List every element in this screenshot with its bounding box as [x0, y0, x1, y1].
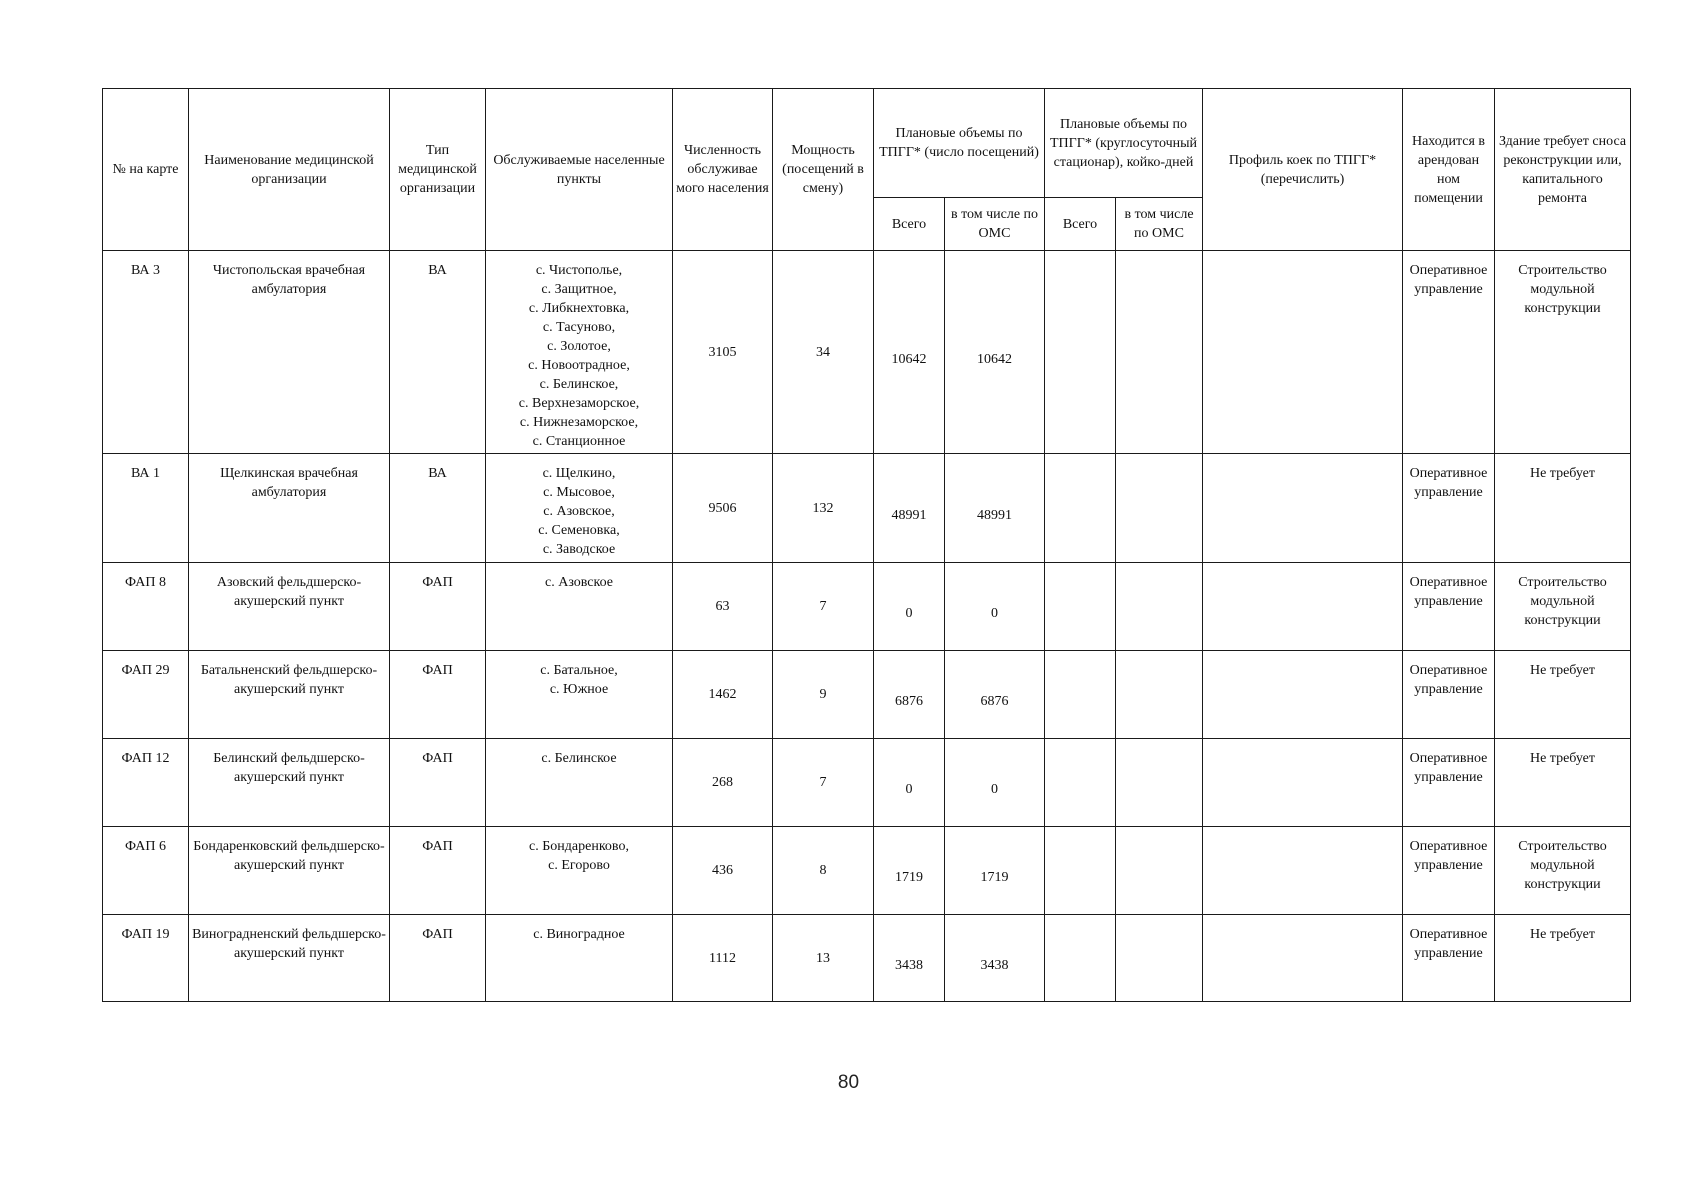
cell-visits-total: 6876	[874, 651, 945, 739]
cell-beddays-total	[1045, 563, 1116, 651]
cell-bed-profile	[1203, 651, 1403, 739]
cell-org-type: ФАП	[390, 915, 486, 1002]
cell-capacity: 8	[773, 827, 874, 915]
settlement-name: с. Белинское	[541, 751, 617, 766]
settlement-name: с. Защитное,	[541, 282, 617, 297]
cell-visits-oms: 0	[945, 739, 1045, 827]
cell-map-no: ФАП 6	[103, 827, 189, 915]
cell-map-no: ФАП 19	[103, 915, 189, 1002]
cell-settlements	[486, 915, 673, 1002]
table-row	[103, 827, 1631, 915]
cell-demolition: Не требует	[1495, 651, 1631, 739]
header-settlements: Обслуживаемые населенные пункты	[486, 89, 673, 251]
cell-visits-total: 1719	[874, 827, 945, 915]
settlement-name: с. Либкнехтовка,	[528, 301, 630, 316]
cell-beddays-oms	[1116, 827, 1203, 915]
cell-visits-oms: 48991	[945, 454, 1045, 563]
cell-population: 1462	[673, 651, 773, 739]
cell-demolition: Строительство модульной конструкции	[1495, 563, 1631, 651]
cell-org-name: Азовский фельдшерско-акушерский пункт	[189, 563, 390, 651]
cell-population: 1112	[673, 915, 773, 1002]
settlement-name: с. Щелкино,	[542, 466, 616, 481]
header-capacity: Мощность (посещений в смену)	[773, 89, 874, 251]
cell-demolition: Не требует	[1495, 739, 1631, 827]
table-row	[103, 651, 1631, 739]
header-beddays-total: Всего	[1045, 198, 1116, 251]
cell-bed-profile	[1203, 454, 1403, 563]
settlement-name: с. Азовское	[545, 575, 613, 590]
cell-population: 63	[673, 563, 773, 651]
cell-capacity: 7	[773, 739, 874, 827]
cell-capacity: 34	[773, 251, 874, 454]
cell-beddays-oms	[1116, 651, 1203, 739]
cell-org-type: ФАП	[390, 827, 486, 915]
cell-capacity: 7	[773, 563, 874, 651]
header-org-name: Наименование медицинской организации	[189, 89, 390, 251]
cell-population: 268	[673, 739, 773, 827]
cell-beddays-oms	[1116, 563, 1203, 651]
cell-beddays-total	[1045, 251, 1116, 454]
cell-capacity: 132	[773, 454, 874, 563]
settlement-name: с. Бондаренково,	[529, 839, 629, 854]
cell-org-name: Батальненский фельдшерско-акушерский пункт	[189, 651, 390, 739]
cell-population: 436	[673, 827, 773, 915]
cell-visits-oms: 10642	[945, 251, 1045, 454]
table-row	[103, 915, 1631, 1002]
settlement-name: с. Заводское	[542, 542, 616, 557]
cell-bed-profile	[1203, 915, 1403, 1002]
cell-org-name: Бондаренковский фельдшерско-акушерский пункт	[189, 827, 390, 915]
cell-visits-total: 0	[874, 739, 945, 827]
cell-settlements	[486, 739, 673, 827]
cell-visits-oms: 0	[945, 563, 1045, 651]
cell-visits-total: 48991	[874, 454, 945, 563]
cell-bed-profile	[1203, 739, 1403, 827]
settlement-name: с. Новоотрадное,	[528, 358, 630, 373]
cell-capacity: 13	[773, 915, 874, 1002]
header-beddays-oms: в том числе по ОМС	[1116, 198, 1203, 251]
header-bed-profile: Профиль коек по ТПГГ* (перечислить)	[1203, 89, 1403, 251]
cell-visits-oms: 1719	[945, 827, 1045, 915]
table-row	[103, 251, 1631, 454]
cell-settlements	[486, 827, 673, 915]
cell-beddays-total	[1045, 454, 1116, 563]
cell-demolition: Строительство модульной конструкции	[1495, 251, 1631, 454]
header-population: Численность обслуживае мого населения	[673, 89, 773, 251]
cell-visits-total: 3438	[874, 915, 945, 1002]
cell-leased: Оперативное управление	[1403, 915, 1495, 1002]
header-map-no: № на карте	[103, 89, 189, 251]
settlement-name: с. Верхнезаморское,	[518, 396, 640, 411]
table-body	[103, 251, 1631, 1002]
settlement-name: с. Тасуново,	[542, 320, 616, 335]
cell-visits-oms: 3438	[945, 915, 1045, 1002]
cell-visits-total: 0	[874, 563, 945, 651]
cell-leased: Оперативное управление	[1403, 251, 1495, 454]
cell-population: 9506	[673, 454, 773, 563]
cell-bed-profile	[1203, 827, 1403, 915]
settlement-name: с. Азовское,	[543, 504, 615, 519]
cell-visits-total: 10642	[874, 251, 945, 454]
cell-demolition: Не требует	[1495, 454, 1631, 563]
settlement-name: с. Мысовое,	[543, 485, 615, 500]
cell-settlements	[486, 251, 673, 454]
cell-org-type: ВА	[390, 454, 486, 563]
header-visits-total: Всего	[874, 198, 945, 251]
cell-leased: Оперативное управление	[1403, 827, 1495, 915]
header-beddays-group: Плановые объемы по ТПГГ* (круглосуточный стационар), койко-дней	[1045, 89, 1203, 198]
cell-settlements	[486, 563, 673, 651]
table-row	[103, 454, 1631, 563]
cell-settlements	[486, 454, 673, 563]
cell-org-type: ФАП	[390, 563, 486, 651]
settlement-name: с. Егорово	[548, 858, 610, 873]
cell-beddays-oms	[1116, 251, 1203, 454]
settlement-name: с. Нижнезаморское,	[519, 415, 639, 430]
cell-org-name: Щелкинская врачебная амбулатория	[189, 454, 390, 563]
cell-beddays-total	[1045, 827, 1116, 915]
table-row	[103, 563, 1631, 651]
settlement-name: с. Виноградное	[533, 927, 625, 942]
cell-beddays-oms	[1116, 739, 1203, 827]
settlement-name: с. Батальное,	[540, 663, 618, 678]
cell-map-no: ВА 1	[103, 454, 189, 563]
cell-org-type: ФАП	[390, 651, 486, 739]
cell-org-type: ВА	[390, 251, 486, 454]
cell-settlements	[486, 651, 673, 739]
header-demolition: Здание требует сноса реконструкции или, капитального ремонта	[1495, 89, 1631, 251]
settlement-name: с. Чистополье,	[535, 263, 623, 278]
settlement-name: с. Южное	[549, 682, 609, 697]
header-visits-group: Плановые объемы по ТПГГ* (число посещений)	[874, 89, 1045, 198]
cell-org-name: Виноградненский фельдшерско-акушерский пункт	[189, 915, 390, 1002]
table-row	[103, 739, 1631, 827]
cell-leased: Оперативное управление	[1403, 651, 1495, 739]
settlement-name: с. Золотое,	[547, 339, 611, 354]
header-visits-oms: в том числе по ОМС	[945, 198, 1045, 251]
settlement-name: с. Белинское,	[539, 377, 619, 392]
cell-map-no: ФАП 8	[103, 563, 189, 651]
cell-beddays-total	[1045, 651, 1116, 739]
cell-capacity: 9	[773, 651, 874, 739]
cell-org-type: ФАП	[390, 739, 486, 827]
cell-population: 3105	[673, 251, 773, 454]
cell-bed-profile	[1203, 563, 1403, 651]
medical-organizations-table	[102, 88, 1631, 1002]
cell-leased: Оперативное управление	[1403, 563, 1495, 651]
settlement-name: с. Станционное	[532, 434, 626, 449]
header-org-type: Тип медицинской организации	[390, 89, 486, 251]
cell-org-name: Белинский фельдшерско-акушерский пункт	[189, 739, 390, 827]
cell-beddays-total	[1045, 739, 1116, 827]
cell-demolition: Не требует	[1495, 915, 1631, 1002]
settlement-name: с. Семеновка,	[538, 523, 620, 538]
cell-visits-oms: 6876	[945, 651, 1045, 739]
page-number: 80	[837, 1072, 860, 1093]
cell-bed-profile	[1203, 251, 1403, 454]
cell-map-no: ФАП 29	[103, 651, 189, 739]
cell-demolition: Строительство модульной конструкции	[1495, 827, 1631, 915]
header-leased: Находится в арендован ном помещении	[1403, 89, 1495, 251]
cell-leased: Оперативное управление	[1403, 739, 1495, 827]
cell-leased: Оперативное управление	[1403, 454, 1495, 563]
cell-map-no: ФАП 12	[103, 739, 189, 827]
cell-beddays-total	[1045, 915, 1116, 1002]
cell-beddays-oms	[1116, 915, 1203, 1002]
cell-org-name: Чистопольская врачебная амбулатория	[189, 251, 390, 454]
cell-beddays-oms	[1116, 454, 1203, 563]
cell-map-no: ВА 3	[103, 251, 189, 454]
